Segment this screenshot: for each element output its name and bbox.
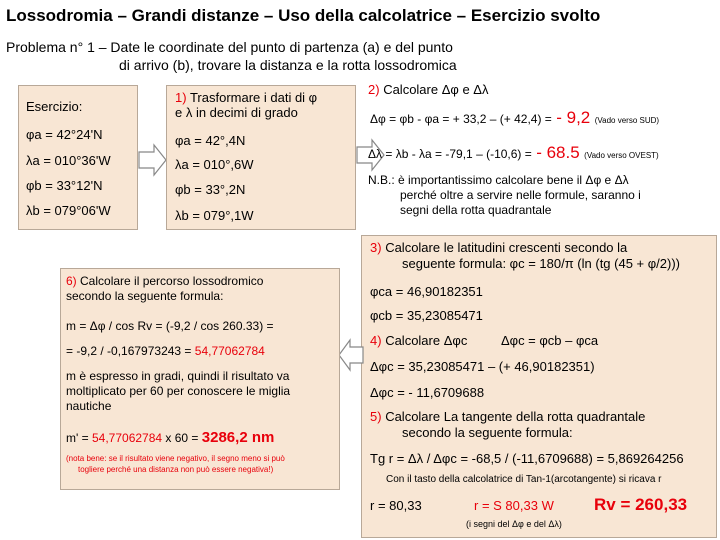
step5-text-2: secondo la seguente formula: bbox=[402, 425, 573, 440]
step5-signs: (i segni del Δφ e del Δλ) bbox=[466, 519, 562, 529]
step2-nb-2: perché oltre a servire nelle formule, saranno i bbox=[400, 188, 641, 202]
step5-tg: Tg r = Δλ / Δφc = -68,5 / (-11,6709688) = 5,869264256 bbox=[370, 451, 684, 466]
step6-miles-a: m' = bbox=[66, 431, 89, 445]
step3-text-1: Calcolare le latitudini crescenti secondo la bbox=[385, 240, 628, 255]
exercise-phi-a: φa = 42°24'N bbox=[26, 127, 103, 142]
step2-nb bbox=[368, 173, 641, 218]
step6-miles-result: 3286,2 nm bbox=[201, 429, 275, 446]
step3-phica: φca = 46,90182351 bbox=[370, 284, 483, 299]
step2-dphi-result: - 9,2 bbox=[556, 108, 591, 127]
step2-heading bbox=[368, 82, 488, 97]
step5-r: r = 80,33 bbox=[370, 498, 422, 513]
step4-text: Calcolare Δφc bbox=[385, 333, 468, 348]
problem-statement bbox=[6, 38, 457, 74]
exercise-lambda-a: λa = 010°36'W bbox=[26, 153, 111, 168]
step6-explain-1: m è espresso in gradi, quindi il risultato va bbox=[66, 369, 290, 383]
step2-text: Calcolare Δφ e Δλ bbox=[383, 82, 489, 97]
step2-nb-3: segni della rotta quadrantale bbox=[400, 203, 552, 217]
right-steps-box bbox=[361, 235, 717, 538]
step1-text-2: e λ in decimi di grado bbox=[175, 105, 298, 120]
step6-note-2: togliere perché una distanza non può essere negativa!) bbox=[78, 465, 274, 474]
step6-heading bbox=[66, 274, 263, 304]
step6-explain-3: nautiche bbox=[66, 399, 112, 413]
step1-box bbox=[166, 85, 356, 230]
exercise-label: Esercizio: bbox=[26, 99, 83, 114]
step2-number: 2) bbox=[368, 82, 380, 97]
step2-dphi-expr: Δφ = φb - φa = + 33,2 – (+ 42,4) = bbox=[370, 112, 552, 126]
exercise-box bbox=[18, 85, 138, 230]
step4-number: 4) bbox=[370, 333, 382, 348]
step6-result bbox=[66, 344, 265, 358]
step1-lambda-b: λb = 079°,1W bbox=[175, 208, 254, 223]
step2-dlambda-expr: Δλ = λb - λa = -79,1 – (-10,6) = bbox=[368, 147, 532, 161]
step6-box bbox=[60, 268, 340, 490]
step3-phicb: φcb = 35,23085471 bbox=[370, 308, 483, 323]
step3-heading bbox=[370, 240, 680, 272]
step2-nb-1: N.B.: è importantissimo calcolare bene il Δφ e Δλ bbox=[368, 173, 629, 187]
step4-heading bbox=[370, 333, 598, 348]
step6-note-1: (nota bene: se il risultato viene negativo, il segno meno si può bbox=[66, 454, 285, 463]
step3-number: 3) bbox=[370, 240, 382, 255]
step6-miles bbox=[66, 429, 274, 446]
step2-dlambda-note: (Vado verso OVEST) bbox=[584, 151, 659, 160]
step1-lambda-a: λa = 010°,6W bbox=[175, 157, 254, 172]
step5-rv: Rv = 260,33 bbox=[594, 495, 688, 514]
step6-formula: m = Δφ / cos Rv = (-9,2 / cos 260.33) = bbox=[66, 319, 274, 333]
step1-text bbox=[175, 90, 317, 120]
step5-note: Con il tasto della calcolatrice di Tan-1(arcotangente) si ricava r bbox=[386, 474, 662, 485]
step2-dphi-note: (Vado verso SUD) bbox=[594, 116, 660, 125]
step6-miles-b: 54,77062784 bbox=[91, 431, 163, 445]
step6-text-2: secondo la seguente formula: bbox=[66, 289, 224, 303]
step5-text-1: Calcolare La tangente della rotta quadrantale bbox=[385, 409, 646, 424]
exercise-phi-b: φb = 33°12'N bbox=[26, 178, 103, 193]
step5-number: 5) bbox=[370, 409, 382, 424]
step6-result-expr: = -9,2 / -0,167973243 = bbox=[66, 344, 192, 358]
problem-line-2: di arrivo (b), trovare la distanza e la rotta lossodromica bbox=[119, 57, 457, 73]
step2-dlambda-line bbox=[368, 143, 659, 163]
step2-dphi-line bbox=[370, 108, 659, 128]
step3-text-2: seguente formula: φc = 180/π (ln (tg (45 + φ/2))) bbox=[402, 256, 681, 271]
step6-miles-c: x 60 = bbox=[165, 431, 199, 445]
step1-phi-b: φb = 33°,2N bbox=[175, 182, 246, 197]
step1-number: 1) bbox=[175, 90, 187, 105]
step2-dlambda-result: - 68.5 bbox=[536, 143, 580, 162]
exercise-lambda-b: λb = 079°06'W bbox=[26, 203, 111, 218]
arrow-right-icon bbox=[138, 143, 168, 177]
step6-note bbox=[66, 453, 285, 475]
step6-explain-2: moltiplicato per 60 per conoscere le miglia bbox=[66, 384, 291, 398]
step5-heading bbox=[370, 409, 645, 441]
step1-text-1: Trasformare i dati di φ bbox=[189, 90, 318, 105]
step4-formula: Δφc = φcb – φca bbox=[500, 333, 599, 348]
step4-line-1: Δφc = 35,23085471 – (+ 46,90182351) bbox=[370, 359, 595, 374]
step6-number: 6) bbox=[66, 274, 77, 288]
problem-line-1: Problema n° 1 – Date le coordinate del punto di partenza (a) e del punto bbox=[6, 39, 453, 55]
page-title: Lossodromia – Grandi distanze – Uso della calcolatrice – Esercizio svolto bbox=[6, 6, 601, 25]
step6-result-value: 54,77062784 bbox=[194, 344, 265, 358]
step1-phi-a: φa = 42°,4N bbox=[175, 133, 246, 148]
step4-line-2: Δφc = - 11,6709688 bbox=[370, 385, 485, 400]
step5-rs: r = S 80,33 W bbox=[474, 498, 554, 513]
arrow-left-icon bbox=[338, 338, 364, 372]
step6-text-1: Calcolare il percorso lossodromico bbox=[80, 274, 264, 288]
step6-explain bbox=[66, 369, 290, 414]
